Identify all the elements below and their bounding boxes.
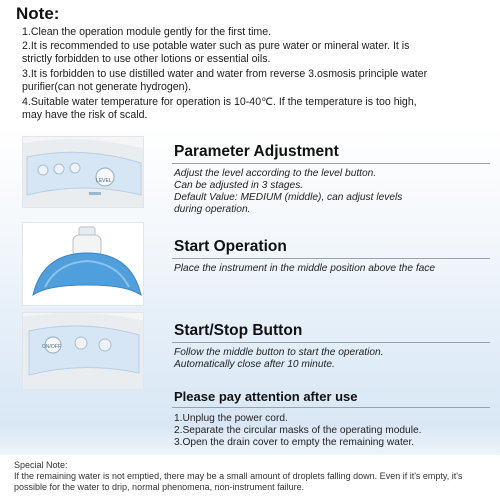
after-use-line-2: 2.Separate the circular masks of the operating module. — [174, 425, 422, 436]
panel-onoff-label: ON/OFF — [42, 344, 61, 350]
special-note-body: If the remaining water is not emptied, there may be a small amount of droplets falling down. Even if it's empty, it's possible for the water to drip, normal phenomena, non-instrument failure. — [14, 471, 463, 493]
note-line-3: 3.It is forbidden to use distilled water and water from reverse 3.osmosis principle water purifier(can not generate hydrogen). — [22, 68, 428, 94]
divider — [172, 163, 490, 164]
after-use-line-1: 1.Unplug the power cord. — [174, 413, 288, 424]
note-line-1: 1.Clean the operation module gently for the first time. — [22, 26, 272, 38]
divider — [172, 407, 490, 408]
start-stop-line-1: Follow the middle button to start the operation. — [174, 347, 384, 358]
note-line-4: 4.Suitable water temperature for operation is 10-40℃. If the temperature is too high, may have the risk of scald. — [22, 96, 417, 122]
after-use-title: Please pay attention after use — [174, 389, 358, 404]
divider — [172, 342, 490, 343]
note-line-2: 2.It is recommended to use potable water such as pure water or mineral water. It is strictly forbidden to use other lotions or essential oils. — [22, 40, 410, 66]
start-operation-line-1: Place the instrument in the middle position above the face — [174, 263, 436, 274]
note-title: Note: — [16, 4, 60, 23]
start-stop-title: Start/Stop Button — [174, 322, 303, 339]
start-stop-line-2: Automatically close after 10 minute. — [174, 359, 335, 370]
after-use-line-3: 3.Open the drain cover to empty the remaining water. — [174, 437, 415, 448]
divider — [172, 258, 490, 259]
parameter-line-2: Can be adjusted in 3 stages. — [174, 180, 304, 191]
parameter-adjustment-title: Parameter Adjustment — [174, 143, 339, 160]
panel-level-label: LEVEL — [96, 178, 112, 184]
start-operation-title: Start Operation — [174, 238, 287, 255]
mask-device-image — [22, 222, 144, 306]
special-note-title: Special Note: — [14, 460, 68, 470]
control-panel-image-level — [22, 136, 144, 208]
control-panel-image-onoff — [22, 312, 144, 390]
parameter-line-3: Default Value: MEDIUM (middle), can adjust levels during operation. — [174, 192, 403, 216]
parameter-line-1: Adjust the level according to the level button. — [174, 168, 377, 179]
